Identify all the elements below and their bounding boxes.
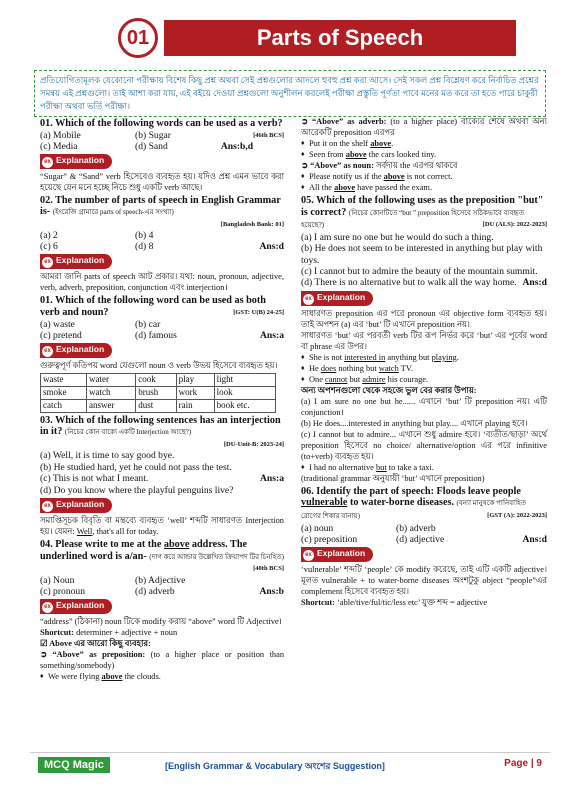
table-row: smoke watch brush work look — [41, 386, 276, 399]
option: (b) car — [135, 318, 161, 330]
option: (b) He studied hard, yet he could not pass the test. — [40, 461, 232, 473]
shortcut: Shortcut: determiner + adjective + noun — [40, 627, 178, 637]
explanation-text: ‘vulnerable’ শব্দটি ‘people’ কে modify করেছে, তাই এটি একটি adjective। মূলত vulnerable + to water-borne diseases অংশটুকু object “people”এর complement হিসেবে ব্যবহৃত হয়। — [301, 564, 547, 596]
explanation-icon: ex — [42, 157, 53, 168]
question-source: [Bangladesh Bank: 01] — [220, 220, 284, 228]
option: (a) Noun — [40, 574, 75, 586]
option: (b) Adjective — [135, 574, 186, 586]
answer: Ans:d — [522, 533, 547, 545]
word-table — [40, 373, 276, 413]
wrong-option-note: (a) I am sure no one but he...... এখানে ‘but’ টি preposition নয়। এটি conjunction। — [301, 396, 547, 417]
example-sentence: ♦ Seen from above the cars looked tiny. — [301, 149, 547, 160]
question-text: 03. Which of the following sentences has an interjection in it? (নিচের কোন বাক্যে একটি Interjection আছে?) [DU-Unit-B: 2023-24] — [40, 415, 284, 451]
option: (b) He does not seem to be interested in anything but play with toys. — [301, 243, 543, 266]
explanation-text: সমাপ্তিসূচক বিবৃতি বা মন্তব্যে ব্যবহৃত ‘well’ শব্দটি সাধারণত Interjection হয়। যেমন: Well, that's all for today. — [40, 515, 284, 536]
question-source: [DU (ALS): 2022-2023] — [482, 221, 547, 229]
option: (a) Well, it is time to say good bye. — [40, 450, 175, 462]
table-row: catch answer dust rain book etc. — [41, 399, 276, 412]
option: (a) noun — [301, 522, 334, 534]
chapter-title: Parts of Speech — [164, 20, 516, 56]
explanation-icon: ex — [42, 602, 53, 613]
explanation-badge: ex Explanation — [40, 343, 112, 358]
explanation-badge: ex Explanation — [40, 498, 112, 513]
options — [40, 130, 253, 152]
explanation-icon: ex — [42, 257, 53, 268]
option: (d) famous — [135, 329, 177, 341]
options — [40, 450, 284, 496]
option: (d) 8 — [135, 241, 154, 253]
explanation-text: সাধারণত preposition এর পরে pronoun এর objective form ব্যবহৃত হয়। তাই অপশন (a) এর ‘but’ টি এখানে preposition নয়। — [301, 308, 547, 329]
example-sentence: ♦ Put it on the shelf above. — [301, 138, 547, 149]
explanation-text: সাধারণত ‘but’ এর পরবর্তী verb টির রূপ নির্ভর করে ‘but’ এর পূর্বের word বা phrase এর উপর। — [301, 330, 547, 351]
question-block — [40, 415, 284, 537]
question-block — [40, 539, 284, 682]
option: (c) pronoun — [40, 585, 86, 597]
question-source: [40th BCS] — [253, 565, 284, 573]
intro-box: প্রতিযোগিতামূলক যেকোনো পরীক্ষায় বিশেষ কিছু প্রশ্ন অথবা সেই প্রশ্নগুলোর আদলে হুবহু প্রশ্ন করা আসে। সেই সকল প্রশ্ন বিশ্লেষণ করে নির্বাচিত প্রশ্নের সমন্বয় এই প্রশ্নগুলো। তাই আশা করা যায়, এই বইয়ে দেওয়া প্রশ্নগুলো অনুশীলন করলেই পরীক্ষা প্রস্তুতি পূর্ণতা পাবে মনের মত করে তা হতে পারে চাকুরী পরীক্ষা অথবা ভর্তি পরীক্ষা। — [34, 70, 546, 117]
wrong-option-note: (c) I cannot but to admire... এখানে শুধু admire হবে। ‘ব্যতীত/ছাড়া’ অর্থে preposition হিসেবে no choice/ alternative/option এর পরে infinitive (to+verb) ব্যবহৃত হয়। — [301, 429, 547, 461]
option: (a) I am sure no one but he would do such a thing. — [301, 231, 494, 243]
question-block — [40, 118, 284, 193]
option: (c) preposition — [301, 533, 358, 545]
question-text: 02. The number of parts of speech in English Grammar is- (ইংরেজি গ্রামারে parts of speech-এর সংখ্যা) [Bangladesh Bank: 01] — [40, 195, 284, 231]
explanation-badge: ex Explanation — [40, 254, 112, 269]
explanation-icon: ex — [303, 294, 314, 305]
answer: Ans:a — [260, 473, 284, 485]
example-sentence: ♦ Please notify us if the above is not correct. — [301, 171, 547, 182]
question-text: 01. Which of the following word can be used as both verb and noun? [GST: U(B) 24-25] — [40, 295, 284, 318]
option: (d) adjective — [396, 533, 445, 545]
question-source: [46th BCS] — [253, 131, 284, 139]
options — [40, 575, 284, 597]
answer: Ans:b,d — [220, 140, 254, 152]
explanation-text: আমরা জানি parts of speech আট প্রকার। যথা: noun, pronoun, adjective, verb, adverb, preposition, conjunction এবং interjection। — [40, 272, 284, 293]
question-text: 06. Identify the part of speech: Floods leave people vulnerable to water-borne diseases. (বন্যা মানুষকে পানিবাহিত রোগের শিকার বানায়) [GST (A): 2022-2023] — [301, 485, 547, 520]
footer-section-title: [English Grammar & Vocabulary অংশের Suggestion] — [165, 761, 385, 771]
left-column — [40, 116, 284, 682]
question-source: [GST: U(B) 24-25] — [233, 308, 284, 316]
wrong-options-heading: অন্য অপশনগুলো থেকে সহজে ভুল বের করার উপায়: — [301, 385, 477, 395]
explanation-icon: ex — [42, 346, 53, 357]
option: (d) adverb — [135, 585, 175, 597]
explanation-text: গুরুত্বপূর্ণ কতিপয় word যেগুলো noun ও verb উভয় হিসেবে ব্যবহৃত হয়। — [40, 360, 278, 370]
above-preposition: ➲ “Above” as preposition: (to a higher place or position than something/somebody) — [40, 649, 285, 670]
right-column — [301, 116, 547, 608]
explanation-badge: ex Explanation — [301, 291, 373, 306]
brand-badge: MCQ Magic — [38, 757, 110, 773]
options — [40, 230, 284, 252]
page-number: Page | 9 — [504, 758, 542, 769]
chapter-header — [118, 16, 516, 60]
example-sentence: ♦ I had no alternative but to take a taxi. — [301, 462, 547, 473]
explanation-badge: ex Explanation — [40, 599, 112, 614]
question-source: [GST (A): 2022-2023] — [487, 512, 547, 519]
question-block — [301, 195, 547, 484]
answer: Ans:d — [522, 277, 547, 289]
options — [301, 523, 547, 545]
question-text: 01. Which of the following words can be used as a verb? [46th BCS] — [40, 118, 284, 130]
options — [40, 319, 284, 341]
table-row: waste water cook play light — [41, 373, 276, 386]
explanation-badge: ex Explanation — [301, 547, 373, 562]
above-noun: ➲ “Above” as noun: সর্বদায় the এরপর থাকবে — [301, 161, 458, 170]
answer: Ans:d — [259, 241, 284, 253]
question-block — [40, 195, 284, 294]
example-sentence: ♦ She is not interested in anything but playing. — [301, 352, 547, 363]
example-sentence: ♦ He does nothing but watch TV. — [301, 363, 547, 374]
example-sentence: ♦ All the above have passed the exam. — [301, 182, 547, 193]
option: (d) Sand — [135, 140, 168, 152]
option: (b) Sugar — [135, 129, 171, 141]
answer: Ans:b — [259, 585, 284, 597]
above-adverb: ➲ “Above” as adverb: (to a higher place) বাক্যের শেষে অথবা অন্য আরেকটি preposition এরপর — [301, 117, 547, 137]
wrong-option-note: (b) He does....interested in anything but play.... এখানে playing হবে। — [301, 418, 528, 428]
option: (c) 6 — [40, 241, 58, 253]
grammar-note: (traditional grammar অনুযায়ী ‘but’ এখানে preposition) — [301, 473, 485, 483]
options — [301, 232, 547, 289]
question-source: [DU-Unit-B: 2023-24] — [223, 440, 284, 448]
chapter-number: 01 — [118, 18, 158, 58]
option: (a) waste — [40, 318, 75, 330]
question-text: 04. Please write to me at the above address. The underlined word is a/an- (দাগ করে আন্ডার উল্লেখিত ক্রিয়াপদ টির চিনহিত) [40th BCS] — [40, 539, 284, 575]
question-block — [40, 295, 284, 412]
example-sentence: ♦ We were flying above the clouds. — [40, 671, 284, 682]
example-sentence: ♦ One cannot but admire his courage. — [301, 374, 547, 385]
option: (b) 4 — [135, 230, 154, 242]
option: (c) I cannot but to admire the beauty of the mountain summit. — [301, 266, 538, 277]
shortcut: Shortcut: ‘able/tive/ful/tic/less etc’ যুক্ত শব্দ = adjective — [301, 597, 488, 607]
explanation-icon: ex — [42, 501, 53, 512]
option: (a) Mobile — [40, 129, 81, 141]
explanation-badge: ex Explanation — [40, 154, 112, 169]
explanation-text: “Sugar” & “Sand” verb হিসেবেও ব্যবহৃত হয়। যদিও প্রশ্ন এমন ভাবে করা হয়েছে যেন মনে হচ্ছে নিচে শুধু একটি verb আছে। — [40, 171, 284, 192]
option: (c) pretend — [40, 329, 82, 341]
option: (d) There is no alternative but to walk all the way home. — [301, 277, 517, 289]
above-more-uses: ☑ Above এর আরো কিছু ব্যবহার: — [40, 638, 151, 648]
answer: Ans:a — [260, 329, 284, 341]
option: (c) This is not what I meant. — [40, 473, 149, 485]
explanation-icon: ex — [303, 550, 314, 561]
option: (c) Media — [40, 140, 78, 152]
question-block — [301, 486, 547, 608]
page-footer — [30, 752, 550, 777]
option: (b) adverb — [396, 522, 436, 534]
option: (a) 2 — [40, 230, 58, 242]
question-text: 05. Which of the following uses as the preposition "but" is correct? (নিচের কোনটিতে “but ” preposition হিসেবে সঠিকভাবে ব্যবহৃত হয়েছে?) [DU (ALS): 2022-2023] — [301, 195, 547, 230]
explanation-text: “address” (ঠিকানা) noun টিকে modify করায় “above” word টি Adjective। — [40, 616, 282, 626]
option: (d) Do you know where the playful penguins live? — [40, 484, 234, 496]
